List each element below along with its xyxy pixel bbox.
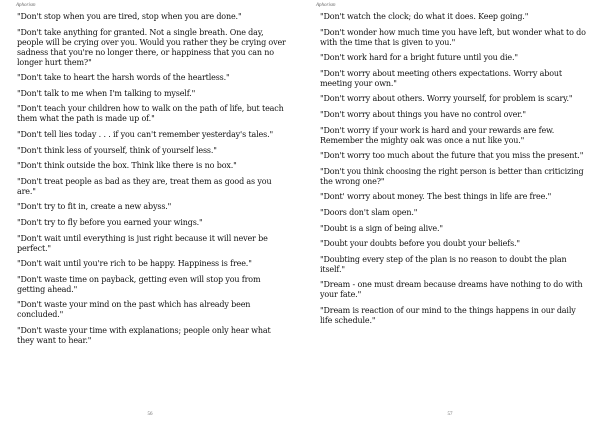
quote-list [17,12,286,352]
quote: "Don't worry if your work is hard and your rewards are few. Remember the mighty oak was once a nut like you." [320,125,555,145]
quote: "Don't watch the clock; do what it does. Keep going." [320,12,529,21]
quote: "Don't take anything for granted. Not a single breath. One day, people will be crying over you. Would you rather they be crying over sadness that you're no longer there, or happiness that you can no longer hurt them?" [17,27,286,67]
quote: "Don't try to fly before you earned your wings." [17,217,203,227]
quote: "Don't wait until you're rich to be happy. Happiness is free." [17,259,252,269]
page-number: 57 [447,412,453,417]
quote-list [320,12,588,332]
quote: "Don't worry about things you have no control over." [320,109,526,119]
quote: "Dont' worry about money. The best things in life are free." [320,192,552,202]
quote: "Doubt is a sign of being alive." [320,223,443,233]
quote: "Doubt your doubts before you doubt your beliefs." [320,239,520,249]
running-header: Aphorism [316,3,336,8]
quote: "Don't waste your time with explanations; people only hear what they want to hear." [17,325,271,345]
quote: "Don't think outside the box. Think like there is no box." [17,161,237,171]
quote: "Don't teach your children how to walk on the path of life, but teach them what the path is made up of." [17,104,284,124]
page-number: 56 [147,412,153,417]
quote: "Don't work hard for a bright future until you die." [320,53,518,63]
quote: "Don't take to heart the harsh words of the heartless." [17,73,230,83]
quote: "Don't wait until everything is just right because it will never be perfect." [17,233,268,253]
quote: "Doubting every step of the plan is no reason to doubt the plan itself." [320,254,567,274]
quote: "Don't think less of yourself, think of yourself less." [17,145,217,155]
quote: "Don't tell lies today . . . if you can't remember yesterday's tales." [17,129,274,139]
quote: "Don't waste time on payback, getting even will stop you from getting ahead." [17,274,261,294]
quote: "Don't treat people as bad as they are, treat them as good as you are." [17,176,272,196]
running-header: Aphorism [16,3,36,8]
quote: "Don't try to fit in, create a new abyss." [17,202,172,212]
quote: "Don't worry too much about the future that you miss the present." [320,151,584,161]
quote: "Don't you think choosing the right person is better than criticizing the wrong one?" [320,166,584,186]
quote: "Doors don't slam open." [320,207,418,217]
quote: "Don't stop when you are tired, stop when you are done." [17,12,242,21]
quote: "Don't talk to me when I'm talking to myself." [17,88,196,98]
quote: "Don't waste your mind on the past which has already been concluded." [17,300,251,320]
right-page [300,0,600,424]
quote: "Dream - one must dream because dreams have nothing to do with your fate." [320,280,583,300]
quote: "Don't worry about meeting others expectations. Worry about meeting your own." [320,68,562,88]
quote: "Don't wonder how much time you have left, but wonder what to do with the time that is given to you." [320,27,586,47]
quote: "Dream is reaction of our mind to the things happens in our daily life schedule." [320,305,576,325]
quote: "Don't worry about others. Worry yourself, for problem is scary." [320,94,573,104]
